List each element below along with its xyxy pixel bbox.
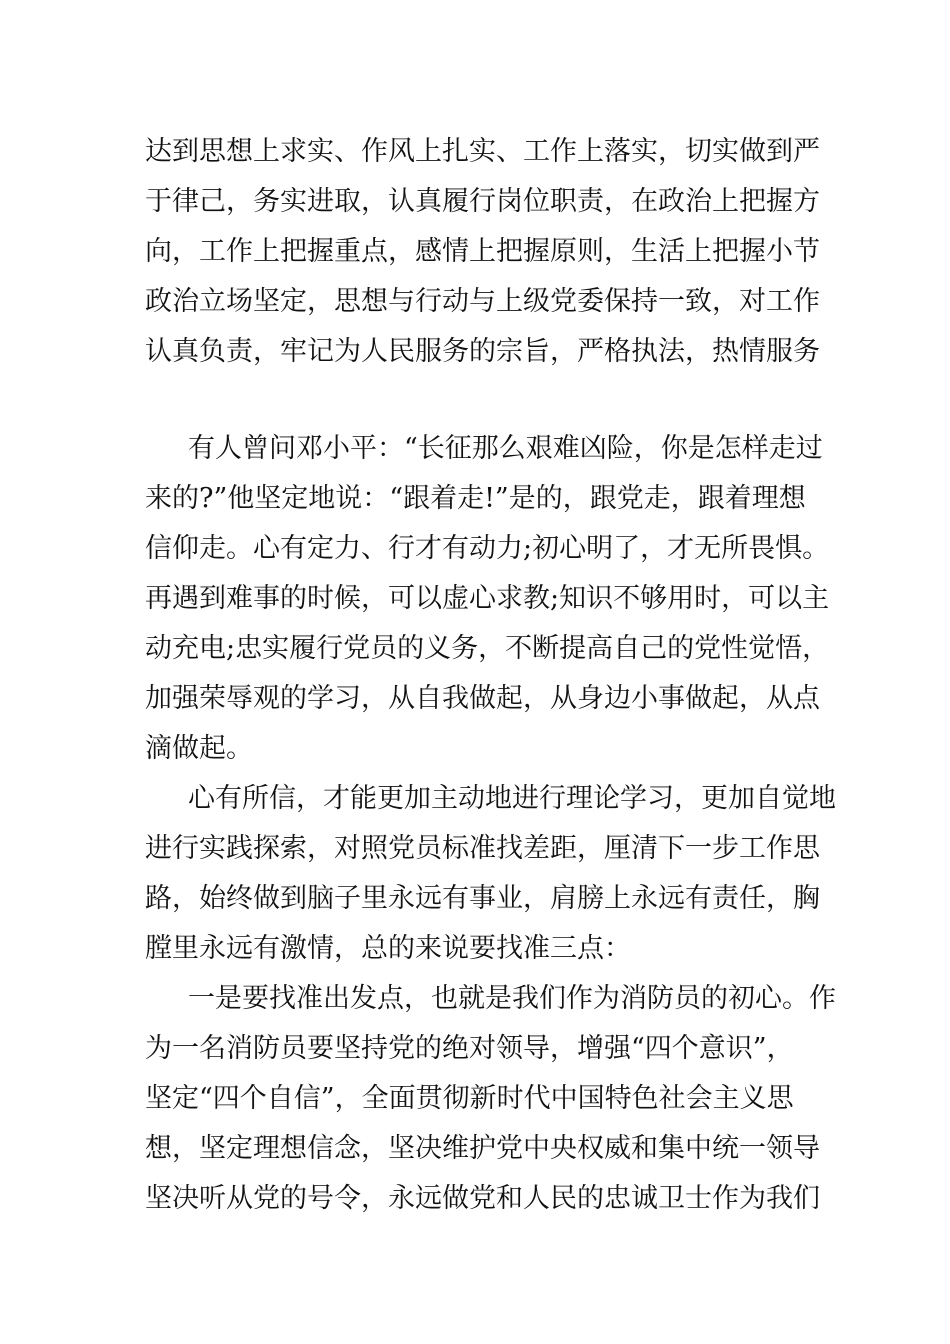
paragraph-1-line-5: 认真负责，牢记为人民服务的宗旨，严格执法，热情服务 xyxy=(145,336,820,367)
paragraph-2-line-1: 有人曾问邓小平：“长征那么艰难凶险，你是怎样走过 xyxy=(188,433,823,464)
paragraph-2-line-2: 来的?”他坚定地说：“跟着走!”是的，跟党走，跟着理想 xyxy=(145,483,806,514)
paragraph-4-line-5: 坚决听从党的号令，永远做党和人民的忠诚卫士作为我们 xyxy=(145,1183,820,1214)
paragraph-1-line-4: 政治立场坚定，思想与行动与上级党委保持一致，对工作 xyxy=(145,286,820,317)
paragraph-1-line-3: 向，工作上把握重点，感情上把握原则，生活上把握小节 xyxy=(145,236,820,267)
paragraph-2-line-4: 再遇到难事的时候，可以虚心求教;知识不够用时，可以主 xyxy=(145,583,830,614)
paragraph-1-line-1: 达到思想上求实、作风上扎实、工作上落实，切实做到严 xyxy=(145,136,820,167)
paragraph-1-line-2: 于律己，务实进取，认真履行岗位职责，在政治上把握方 xyxy=(145,186,820,217)
paragraph-3-line-3: 路，始终做到脑子里永远有事业，肩膀上永远有责任，胸 xyxy=(145,883,820,914)
paragraph-2-line-7: 滴做起。 xyxy=(145,733,253,764)
paragraph-2-line-6: 加强荣辱观的学习，从自我做起，从身边小事做起，从点 xyxy=(145,683,820,714)
paragraph-4-line-2: 为一名消防员要坚持党的绝对领导，增强“四个意识”， xyxy=(145,1033,794,1064)
paragraph-3-line-2: 进行实践探索，对照党员标准找差距，厘清下一步工作思 xyxy=(145,833,820,864)
paragraph-4-line-3: 坚定“四个自信”，全面贯彻新时代中国特色社会主义思 xyxy=(145,1083,794,1114)
paragraph-2-line-3: 信仰走。心有定力、行才有动力;初心明了，才无所畏惧。 xyxy=(145,533,830,564)
paragraph-4-line-1: 一是要找准出发点，也就是我们作为消防员的初心。作 xyxy=(188,983,836,1014)
paragraph-2-line-5: 动充电;忠实履行党员的义务，不断提高自己的党性觉悟， xyxy=(145,633,830,664)
paragraph-4-line-4: 想，坚定理想信念，坚决维护党中央权威和集中统一领导 xyxy=(145,1133,820,1164)
paragraph-3-line-4: 膛里永远有激情，总的来说要找准三点： xyxy=(145,933,631,964)
paragraph-3-line-1: 心有所信，才能更加主动地进行理论学习，更加自觉地 xyxy=(188,783,836,814)
